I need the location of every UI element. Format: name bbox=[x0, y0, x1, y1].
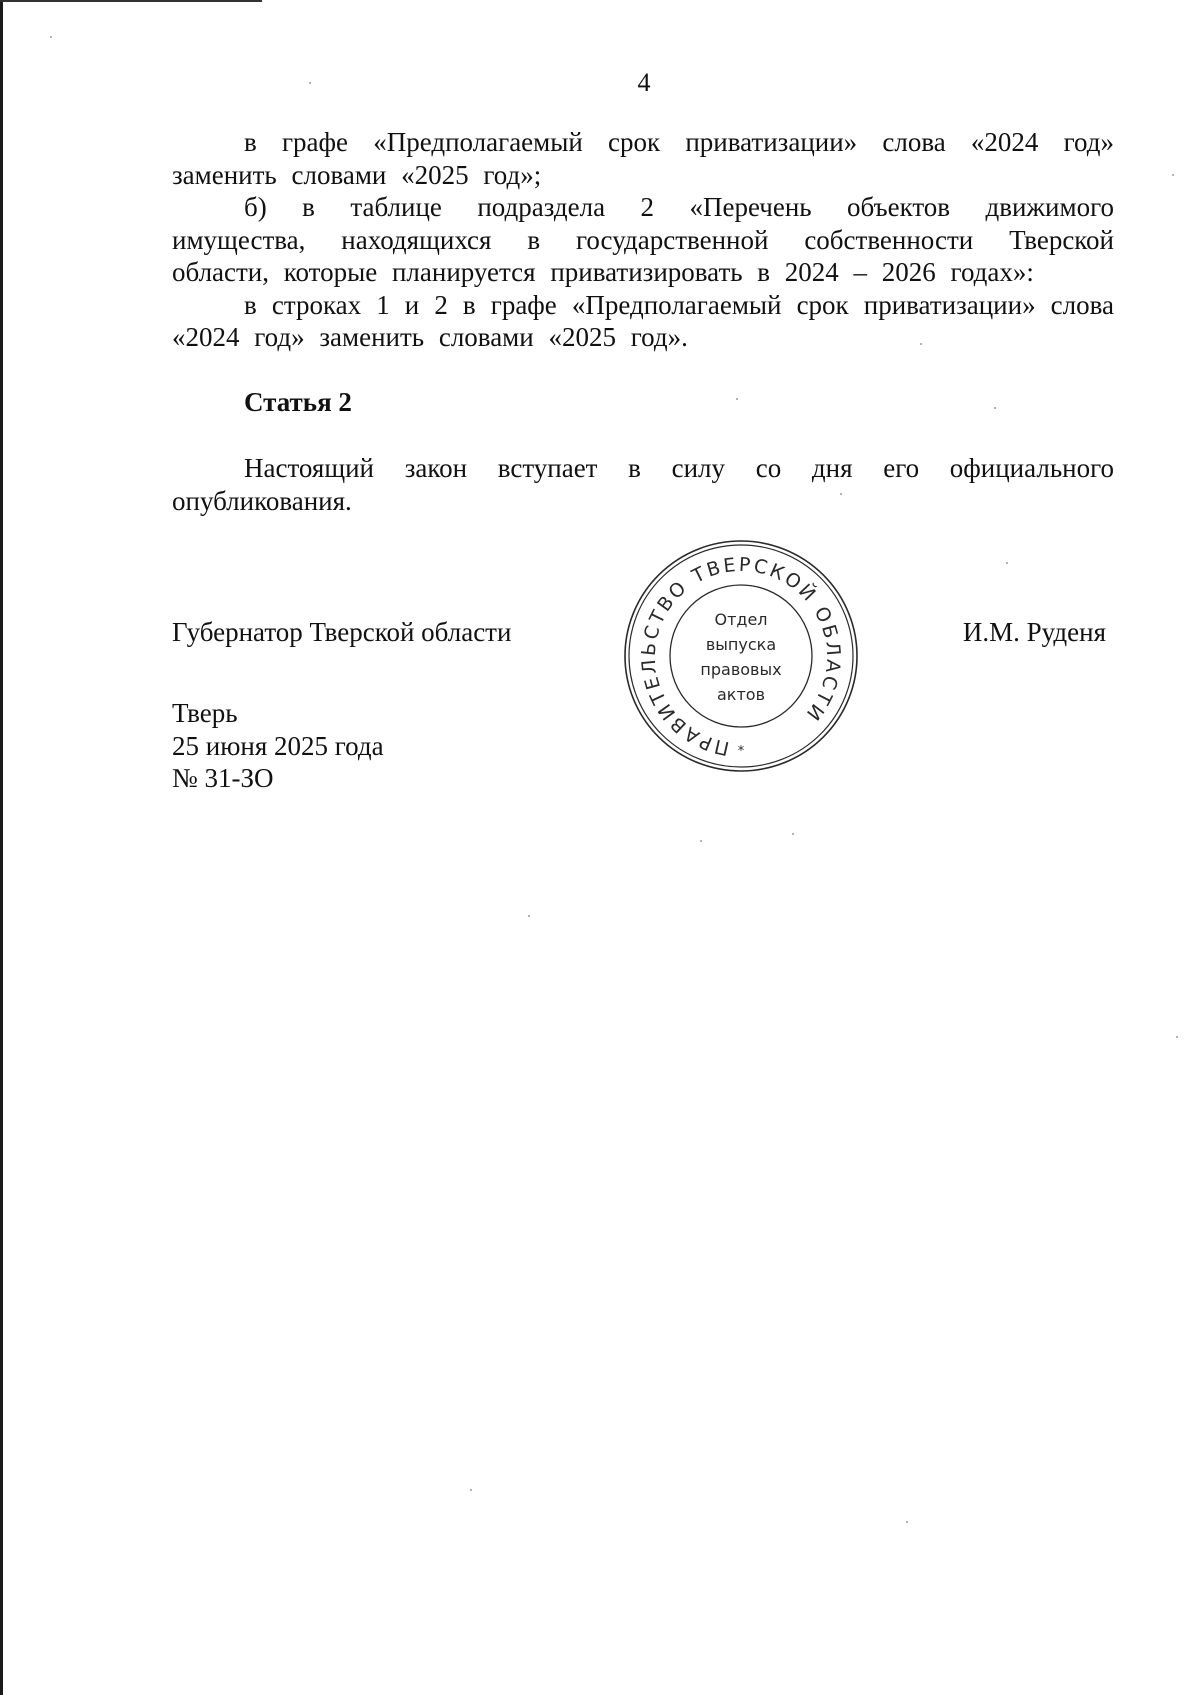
article-heading: Статья 2 bbox=[244, 387, 352, 417]
scan-speck bbox=[700, 840, 702, 842]
date: 25 июня 2025 года bbox=[172, 730, 384, 761]
official-stamp bbox=[622, 538, 860, 774]
scan-speck bbox=[1176, 1036, 1178, 1038]
governor-name: И.М. Руденя bbox=[962, 617, 1106, 647]
stamp-outer-ring-inner bbox=[629, 545, 853, 767]
stamp-star: * bbox=[737, 744, 745, 759]
scan-speck bbox=[1172, 174, 1174, 176]
city: Тверь bbox=[172, 698, 238, 728]
scan-speck bbox=[840, 493, 842, 495]
stamp-center-line: актов bbox=[716, 685, 766, 704]
scan-speck bbox=[309, 82, 311, 84]
scan-speck bbox=[470, 1489, 472, 1491]
scan-edge-left bbox=[0, 0, 3, 1695]
scan-speck bbox=[906, 1521, 908, 1523]
scan-speck bbox=[920, 343, 922, 345]
scan-speck bbox=[528, 915, 530, 917]
amendment-text bbox=[172, 126, 1114, 354]
scan-edge-top bbox=[0, 0, 262, 2]
stamp-center-line: Отдел bbox=[714, 610, 768, 629]
stamp-inner-ring bbox=[670, 585, 812, 727]
page-number: 4 bbox=[637, 68, 651, 97]
paragraph: Настоящий закон вступает в силу со дня его официального опубликования. bbox=[172, 453, 1114, 516]
paragraph: б) в таблице подраздела 2 «Перечень объектов движимого имущества, находящихся в государственной собственности Тверской области, которые планируется приватизировать в 2024 – 2026 годах»: bbox=[172, 192, 1114, 287]
scan-speck bbox=[994, 407, 996, 409]
scan-speck bbox=[792, 833, 794, 835]
scan-speck bbox=[736, 398, 738, 400]
scan-speck bbox=[50, 36, 52, 38]
paragraph: в графе «Предполагаемый срок приватизации» слова «2024 год» заменить словами «2025 год»; bbox=[172, 127, 1114, 190]
scan-speck bbox=[1006, 562, 1008, 564]
stamp-ring-text: ПРАВИТЕЛЬСТВО ТВЕРСКОЙ ОБЛАСТИ bbox=[637, 553, 845, 760]
document-meta bbox=[172, 697, 384, 795]
governor-title: Губернатор Тверской области bbox=[172, 617, 512, 647]
paragraph: в строках 1 и 2 в графе «Предполагаемый срок приватизации» слова «2024 год» заменить словами «2025 год». bbox=[172, 289, 1114, 352]
stamp-center-line: правовых bbox=[700, 660, 782, 679]
article-text bbox=[172, 452, 1114, 517]
document-number: № 31-ЗО bbox=[172, 763, 274, 793]
stamp-center-line: выпуска bbox=[705, 635, 777, 654]
